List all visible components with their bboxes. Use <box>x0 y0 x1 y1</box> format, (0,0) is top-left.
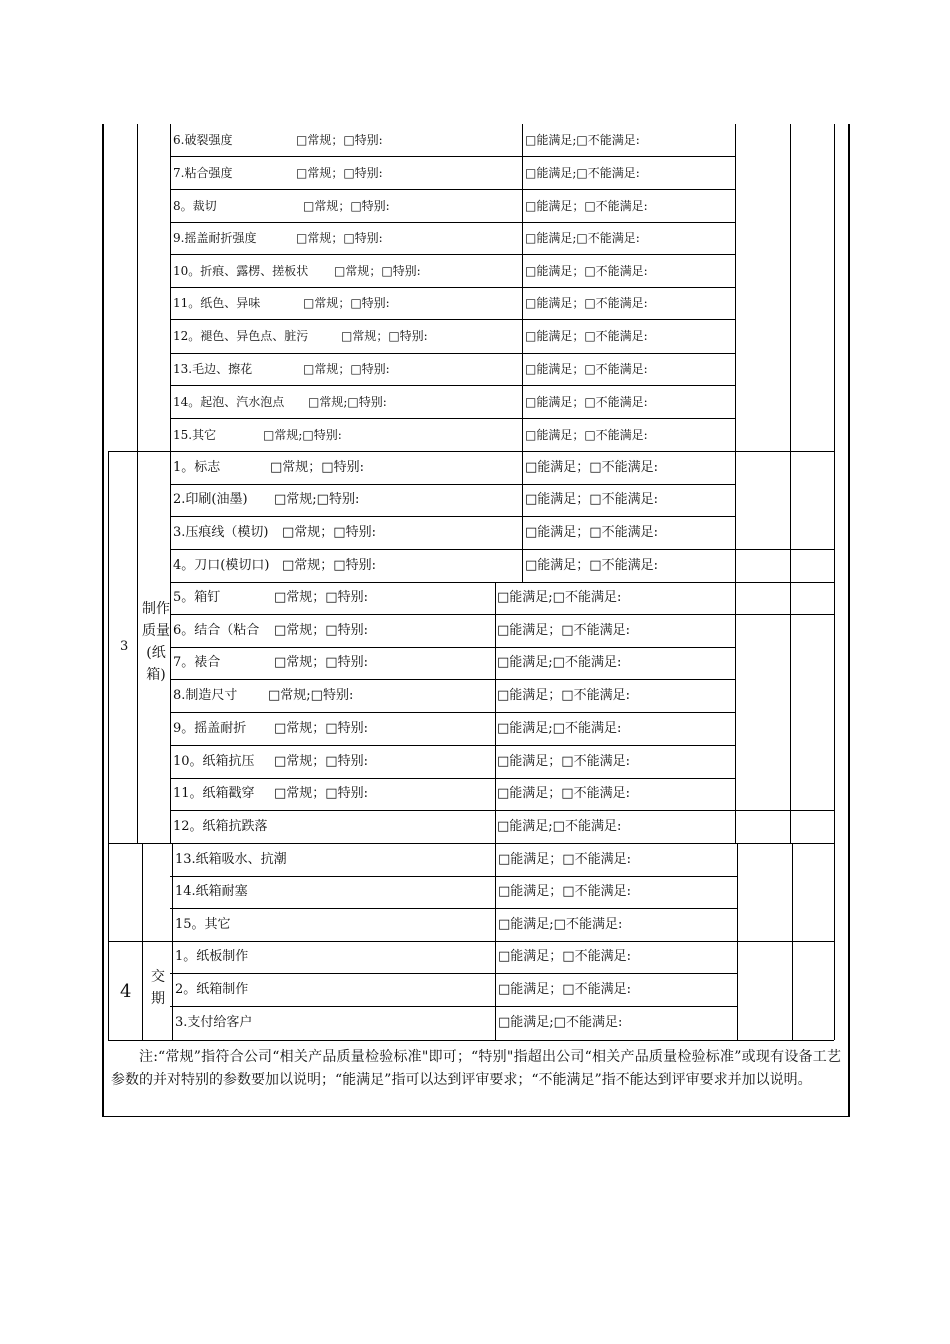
row-line <box>170 418 735 419</box>
row-options: □常规;□特别: <box>268 687 354 703</box>
row-item-label: 9.摇盖耐折强度 <box>173 231 257 245</box>
row-options: □常规;□特别: <box>263 427 342 442</box>
row-assessment: □能满足;□不能满足: <box>497 720 622 736</box>
row-item-label: 12。纸箱抗跌落 <box>173 818 268 834</box>
grid-line-v <box>834 843 835 1040</box>
row-options: □常规;□特别: <box>274 492 360 507</box>
row-options: □常规；□特别: <box>303 296 390 310</box>
row-options: □常规；□特别: <box>334 263 421 278</box>
row-line <box>170 353 735 354</box>
row-line <box>170 254 735 255</box>
row-item-label: 1。纸板制作 <box>175 949 249 964</box>
row-item-label: 3.支付给客户 <box>175 1015 253 1030</box>
row-assessment: □能满足；□不能满足: <box>525 362 648 376</box>
row-line <box>170 876 737 877</box>
row-assessment: □能满足；□不能满足: <box>498 884 631 899</box>
frame-bottom <box>102 1116 850 1117</box>
row-line <box>170 319 735 320</box>
row-options: □常规；□特别: <box>303 362 390 376</box>
row-line <box>170 222 735 223</box>
section-category-label: 箱) <box>146 667 166 683</box>
row-item-label: 2。纸箱制作 <box>175 981 249 997</box>
row-item-label: 9。摇盖耐折 <box>173 720 247 736</box>
row-line <box>170 908 737 909</box>
grid-line-v <box>790 451 791 843</box>
row-assessment: □能满足；□不能满足: <box>497 622 630 638</box>
row-assessment: □能满足；□不能满足: <box>525 296 648 310</box>
row-assessment: □能满足；□不能满足: <box>497 786 630 801</box>
grid-line-v <box>142 843 143 941</box>
row-item-label: 7.粘合强度 <box>173 165 233 180</box>
row-line <box>170 745 735 746</box>
row-item-label: 14。起泡、汽水泡点 <box>173 394 285 409</box>
row-options: □常规；□特别: <box>274 753 368 769</box>
row-item-label: 6.破裂强度 <box>173 133 233 147</box>
section-line <box>108 451 834 452</box>
row-assessment: □能满足；□不能满足: <box>525 394 648 409</box>
row-line <box>170 582 834 583</box>
row-assessment: □能满足;□不能满足: <box>525 133 640 147</box>
frame-right <box>848 124 850 1116</box>
row-line <box>170 189 735 190</box>
row-line <box>170 973 737 974</box>
row-item-label: 12。褪色、异色点、脏污 <box>173 329 309 343</box>
row-line <box>170 614 834 615</box>
grid-line-v <box>735 124 736 451</box>
section-line <box>108 843 834 844</box>
row-line <box>170 1006 737 1007</box>
row-options: □常规；□特别: <box>274 622 368 638</box>
row-item-label: 6。结合（粘合 <box>173 622 260 638</box>
row-options: □常规；□特别: <box>274 590 368 605</box>
row-line <box>170 549 834 550</box>
row-assessment: □能满足；□不能满足: <box>498 949 631 964</box>
section-line <box>108 1040 834 1041</box>
row-assessment: □能满足;□不能满足: <box>497 818 622 834</box>
row-item-label: 15。其它 <box>175 916 231 932</box>
row-item-label: 3.压痕线（模切) <box>173 524 269 540</box>
row-assessment: □能满足；□不能满足: <box>525 492 658 507</box>
row-assessment: □能满足；□不能满足: <box>525 557 658 573</box>
row-assessment: □能满足；□不能满足: <box>525 524 658 540</box>
row-options: □常规；□特别: <box>274 655 368 670</box>
section-number: 3 <box>120 639 129 654</box>
row-assessment: □能满足；□不能满足: <box>497 753 630 769</box>
row-assessment: □能满足；□不能满足: <box>525 427 648 442</box>
grid-line-v <box>137 124 138 451</box>
row-line <box>170 287 735 288</box>
row-options: □常规；□特别: <box>341 329 428 343</box>
row-item-label: 11。纸色、异味 <box>173 296 261 310</box>
row-assessment: □能满足；□不能满足: <box>498 981 631 997</box>
row-options: □常规；□特别: <box>274 720 368 736</box>
grid-line-v <box>834 124 835 451</box>
row-item-label: 8。裁切 <box>173 198 217 213</box>
grid-line-v <box>137 451 138 843</box>
row-options: □常规；□特别: <box>296 165 383 180</box>
row-assessment: □能满足;□不能满足: <box>497 655 622 670</box>
footnote: 注:“常规”指符合公司“相关产品质量检验标准"即可；“特别"指超出公司“相关产品质量检验标准”或现有设备工艺参数的并对特别的参数要加以说明；“能满足”指可以达到评审要求；“不能满足”指不能达到评审要求并加以说明。 <box>111 1049 841 1088</box>
row-item-label: 2.印刷(油墨) <box>173 492 248 507</box>
row-options: □常规；□特别: <box>270 459 364 475</box>
row-line <box>170 712 735 713</box>
grid-line-v <box>790 124 791 451</box>
grid-line-v <box>735 451 736 843</box>
row-item-label: 8.制造尺寸 <box>173 687 238 703</box>
row-assessment: □能满足;□不能满足: <box>498 916 623 932</box>
row-assessment: □能满足；□不能满足: <box>525 263 648 278</box>
row-item-label: 4。刀口(模切口) <box>173 557 270 573</box>
row-assessment: □能满足；□不能满足: <box>525 329 648 343</box>
row-options: □常规；□特别: <box>282 557 376 573</box>
row-line <box>170 156 735 157</box>
row-assessment: □能满足；□不能满足: <box>525 459 658 475</box>
row-line <box>170 778 735 779</box>
row-line <box>170 810 834 811</box>
row-assessment: □能满足;□不能满足: <box>497 590 622 605</box>
row-line <box>170 385 735 386</box>
row-item-label: 11。纸箱戳穿 <box>173 786 255 801</box>
row-item-label: 13.毛边、擦花 <box>173 362 253 376</box>
row-assessment: □能满足;□不能满足: <box>498 1015 623 1030</box>
row-options: □常规；□特别: <box>296 133 383 147</box>
row-assessment: □能满足；□不能满足: <box>498 851 631 867</box>
row-assessment: □能满足;□不能满足: <box>525 231 640 245</box>
section-category-label: (纸 <box>146 645 166 661</box>
row-item-label: 15.其它 <box>173 427 217 442</box>
frame-left <box>102 124 104 1116</box>
section-category-label: 期 <box>151 991 165 1007</box>
row-assessment: □能满足；□不能满足: <box>497 687 630 703</box>
row-item-label: 7。裱合 <box>173 655 221 670</box>
row-options: □常规；□特别: <box>303 198 390 213</box>
section-number: 4 <box>120 981 132 1002</box>
row-item-label: 10。纸箱抗压 <box>173 753 255 769</box>
row-item-label: 1。标志 <box>173 459 221 475</box>
row-item-label: 10。折痕、露楞、搓板状 <box>173 263 309 278</box>
section-category-label: 交 <box>151 969 165 985</box>
row-options: □常规；□特别: <box>274 786 368 801</box>
row-assessment: □能满足;□不能满足: <box>525 165 640 180</box>
row-options: □常规;□特别: <box>308 394 387 409</box>
row-line <box>170 516 735 517</box>
row-item-label: 13.纸箱吸水、抗潮 <box>175 851 287 867</box>
section-category-label: 质量 <box>142 623 170 639</box>
section-category-label: 制作 <box>142 601 170 617</box>
section-line <box>108 941 834 942</box>
row-options: □常规；□特别: <box>282 524 376 540</box>
grid-line-v <box>108 451 109 843</box>
row-line <box>170 484 735 485</box>
row-item-label: 14.纸箱耐塞 <box>175 884 248 899</box>
row-assessment: □能满足；□不能满足: <box>525 198 648 213</box>
row-options: □常规；□特别: <box>296 231 383 245</box>
row-line <box>170 679 735 680</box>
row-item-label: 5。箱钉 <box>173 590 221 605</box>
grid-line-v <box>834 451 835 843</box>
row-line <box>170 647 735 648</box>
